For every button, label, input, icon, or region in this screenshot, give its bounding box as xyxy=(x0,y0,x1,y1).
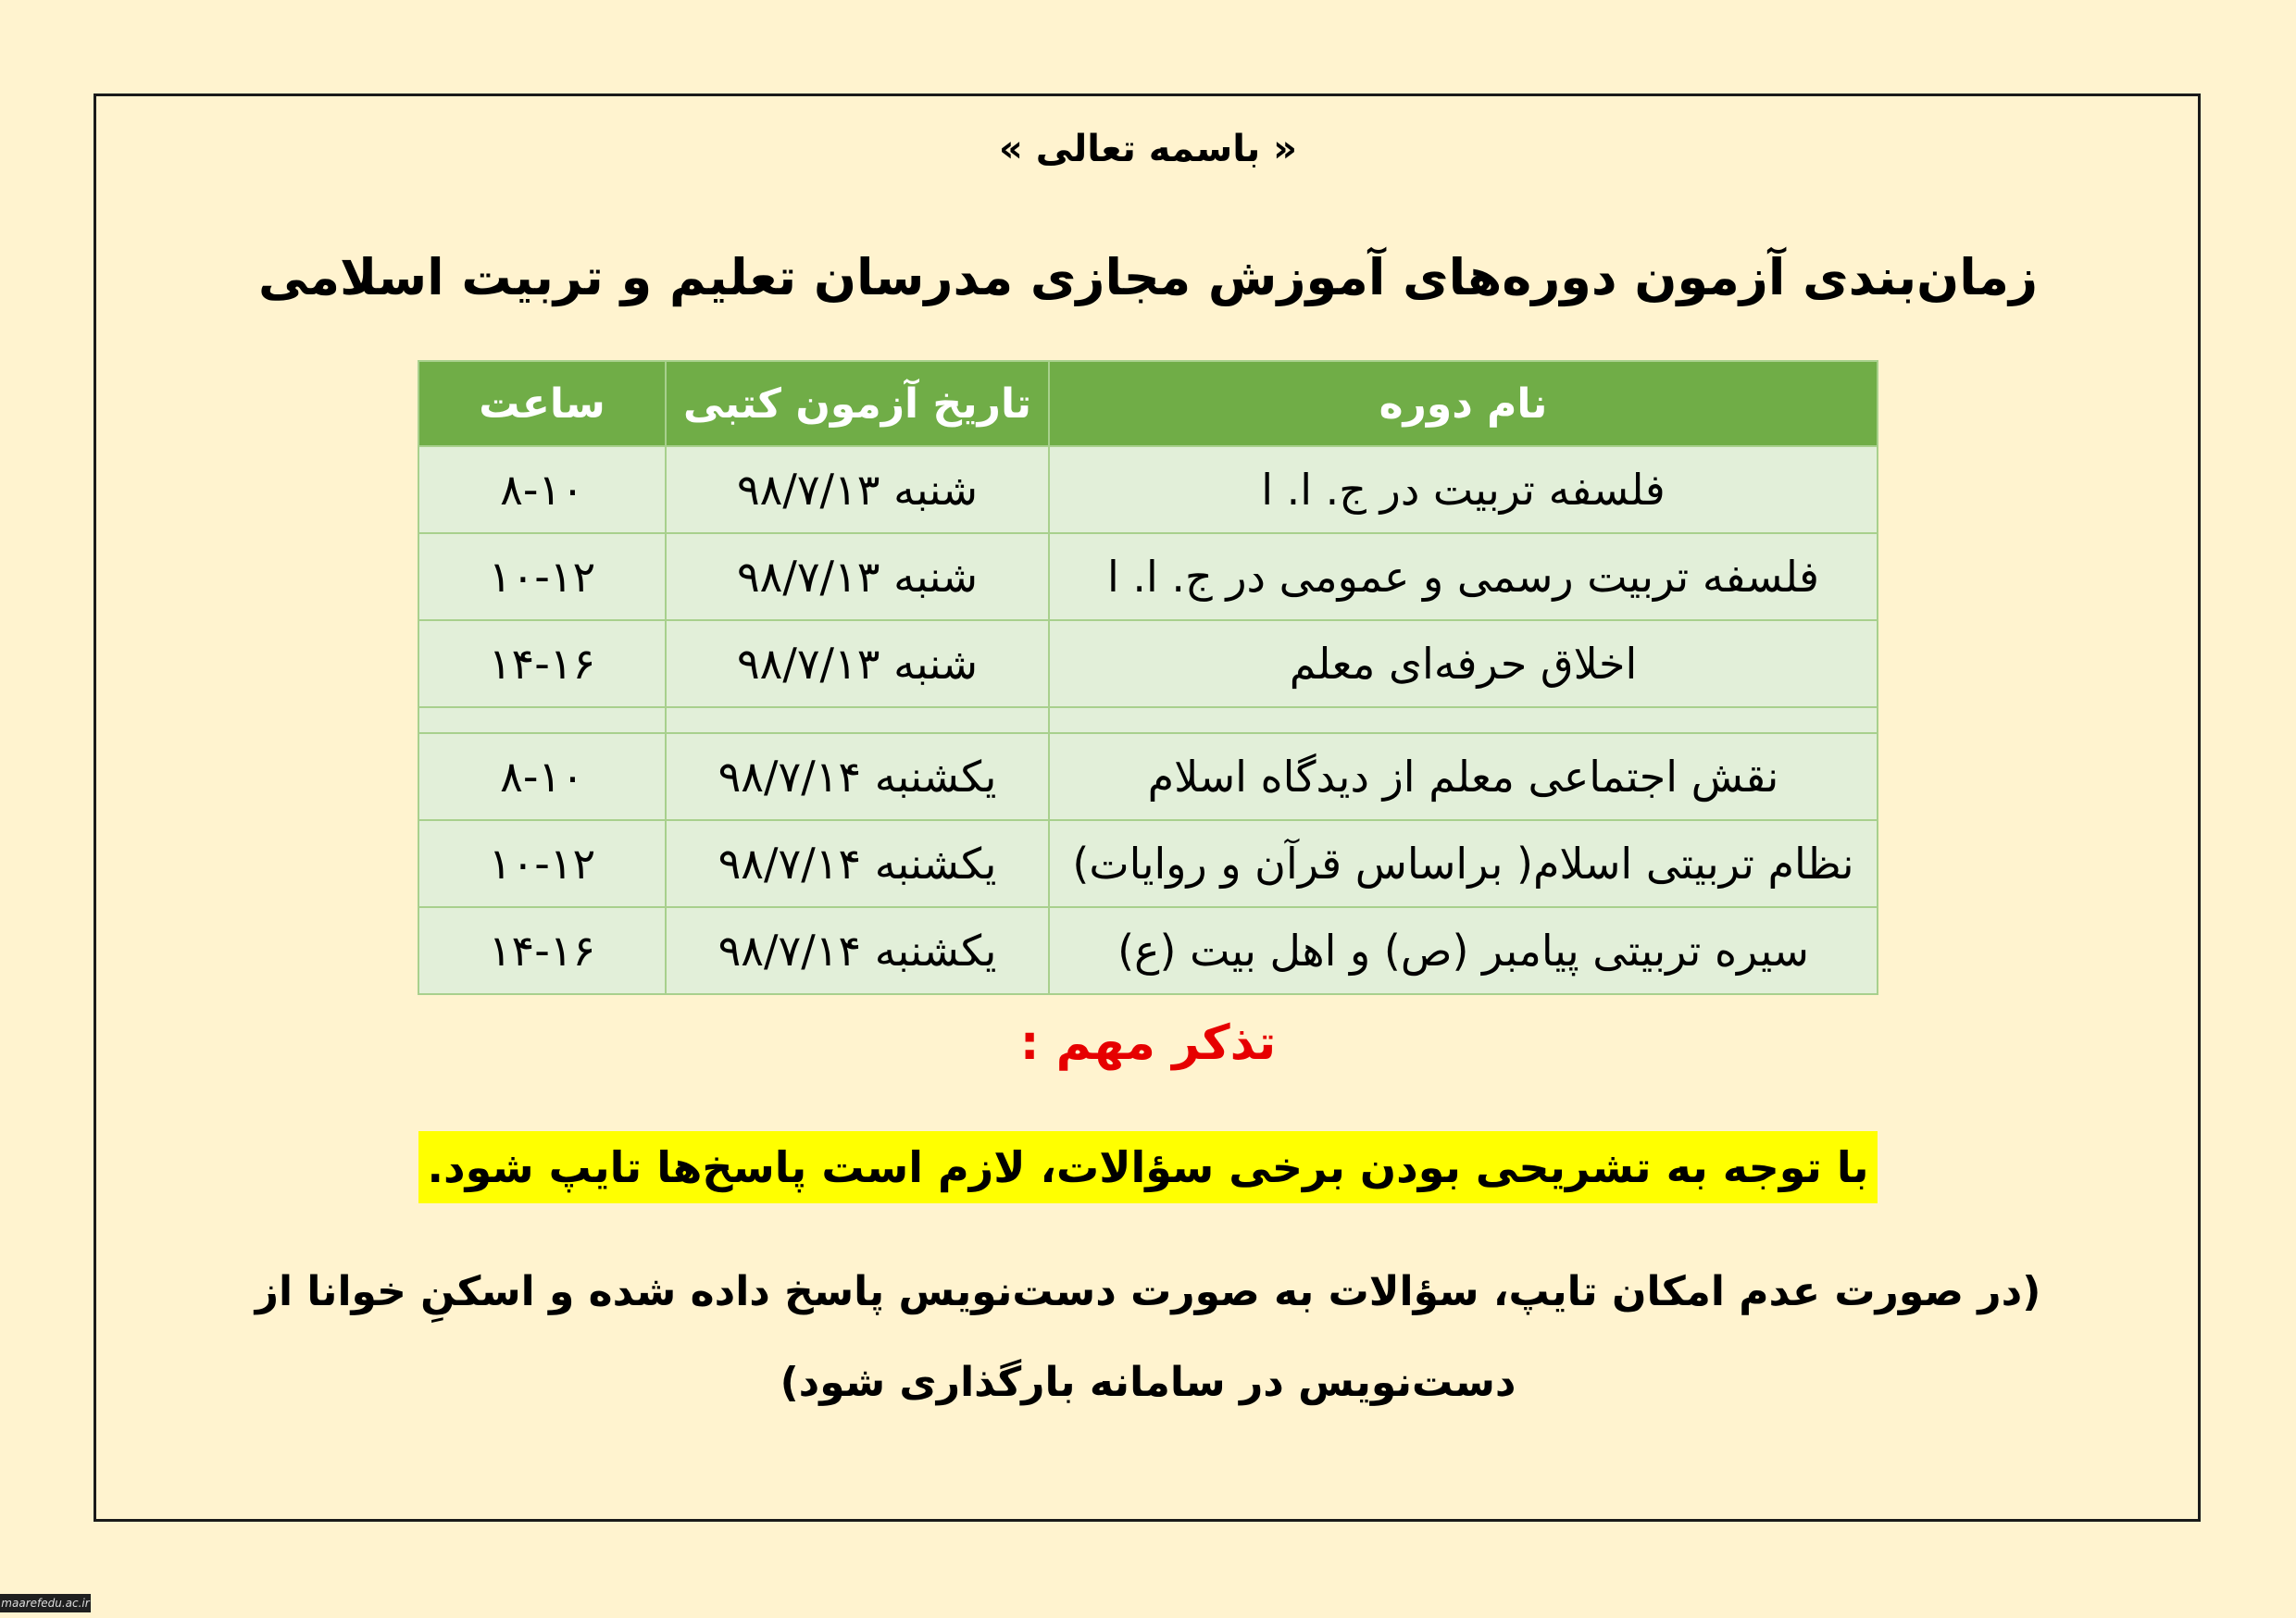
course-cell: فلسفه تربیت رسمی و عمومی در ج. ا. ا xyxy=(1049,533,1878,620)
column-header-date: تاریخ آزمون کتبی xyxy=(666,361,1049,446)
course-cell: سیره تربیتی پیامبر (ص) و اهل بیت (ع) xyxy=(1049,907,1878,994)
hour-cell: ۱۴-۱۶ xyxy=(418,907,666,994)
course-cell: نظام تربیتی اسلام( براساس قرآن و روایات) xyxy=(1049,820,1878,907)
notice-container xyxy=(0,1131,2296,1203)
hour-cell: ۸-۱۰ xyxy=(418,733,666,820)
spacer-cell xyxy=(418,707,666,733)
table-row xyxy=(418,446,1878,533)
course-cell: نقش اجتماعی معلم از دیدگاه اسلام xyxy=(1049,733,1878,820)
note-line-1: (در صورت عدم امکان تایپ، سؤالات به صورت دست‌نویس پاسخ داده شده و اسکنِ خوانا از xyxy=(255,1268,2041,1315)
page-title: زمان‌بندی آزمون دوره‌های آموزش مجازی مدرسان تعلیم و تربیت اسلامی xyxy=(257,248,2039,306)
date-cell: یکشنبه ۹۸/۷/۱۴ xyxy=(666,907,1049,994)
date-cell: شنبه ۹۸/۷/۱۳ xyxy=(666,620,1049,707)
date-cell: شنبه ۹۸/۷/۱۳ xyxy=(666,533,1049,620)
table-row xyxy=(418,620,1878,707)
note-line-2: دست‌نویس در سامانه بارگذاری شود) xyxy=(780,1359,1516,1406)
table-row xyxy=(418,733,1878,820)
spacer-cell xyxy=(666,707,1049,733)
reminder-heading: تذکر مهم : xyxy=(1019,1015,1277,1071)
table-row xyxy=(418,820,1878,907)
course-cell: فلسفه تربیت در ج. ا. ا xyxy=(1049,446,1878,533)
hour-cell: ۸-۱۰ xyxy=(418,446,666,533)
date-cell: یکشنبه ۹۸/۷/۱۴ xyxy=(666,733,1049,820)
column-header-hour: ساعت xyxy=(418,361,666,446)
highlighted-notice: با توجه به تشریحی بودن برخی سؤالات، لازم است پاسخ‌ها تایپ شود. xyxy=(418,1131,1878,1203)
spacer-cell xyxy=(1049,707,1878,733)
table-row xyxy=(418,533,1878,620)
source-watermark: maarefedu.ac.ir xyxy=(0,1594,91,1612)
spacer-row xyxy=(418,707,1878,733)
blessing-heading: « باسمه تعالی » xyxy=(998,128,1297,170)
date-cell: یکشنبه ۹۸/۷/۱۴ xyxy=(666,820,1049,907)
hour-cell: ۱۴-۱۶ xyxy=(418,620,666,707)
table-header-row xyxy=(418,361,1878,446)
hour-cell: ۱۰-۱۲ xyxy=(418,820,666,907)
hour-cell: ۱۰-۱۲ xyxy=(418,533,666,620)
exam-schedule-table xyxy=(418,360,1878,995)
column-header-course: نام دوره xyxy=(1049,361,1878,446)
table-row xyxy=(418,907,1878,994)
course-cell: اخلاق حرفه‌ای معلم xyxy=(1049,620,1878,707)
date-cell: شنبه ۹۸/۷/۱۳ xyxy=(666,446,1049,533)
